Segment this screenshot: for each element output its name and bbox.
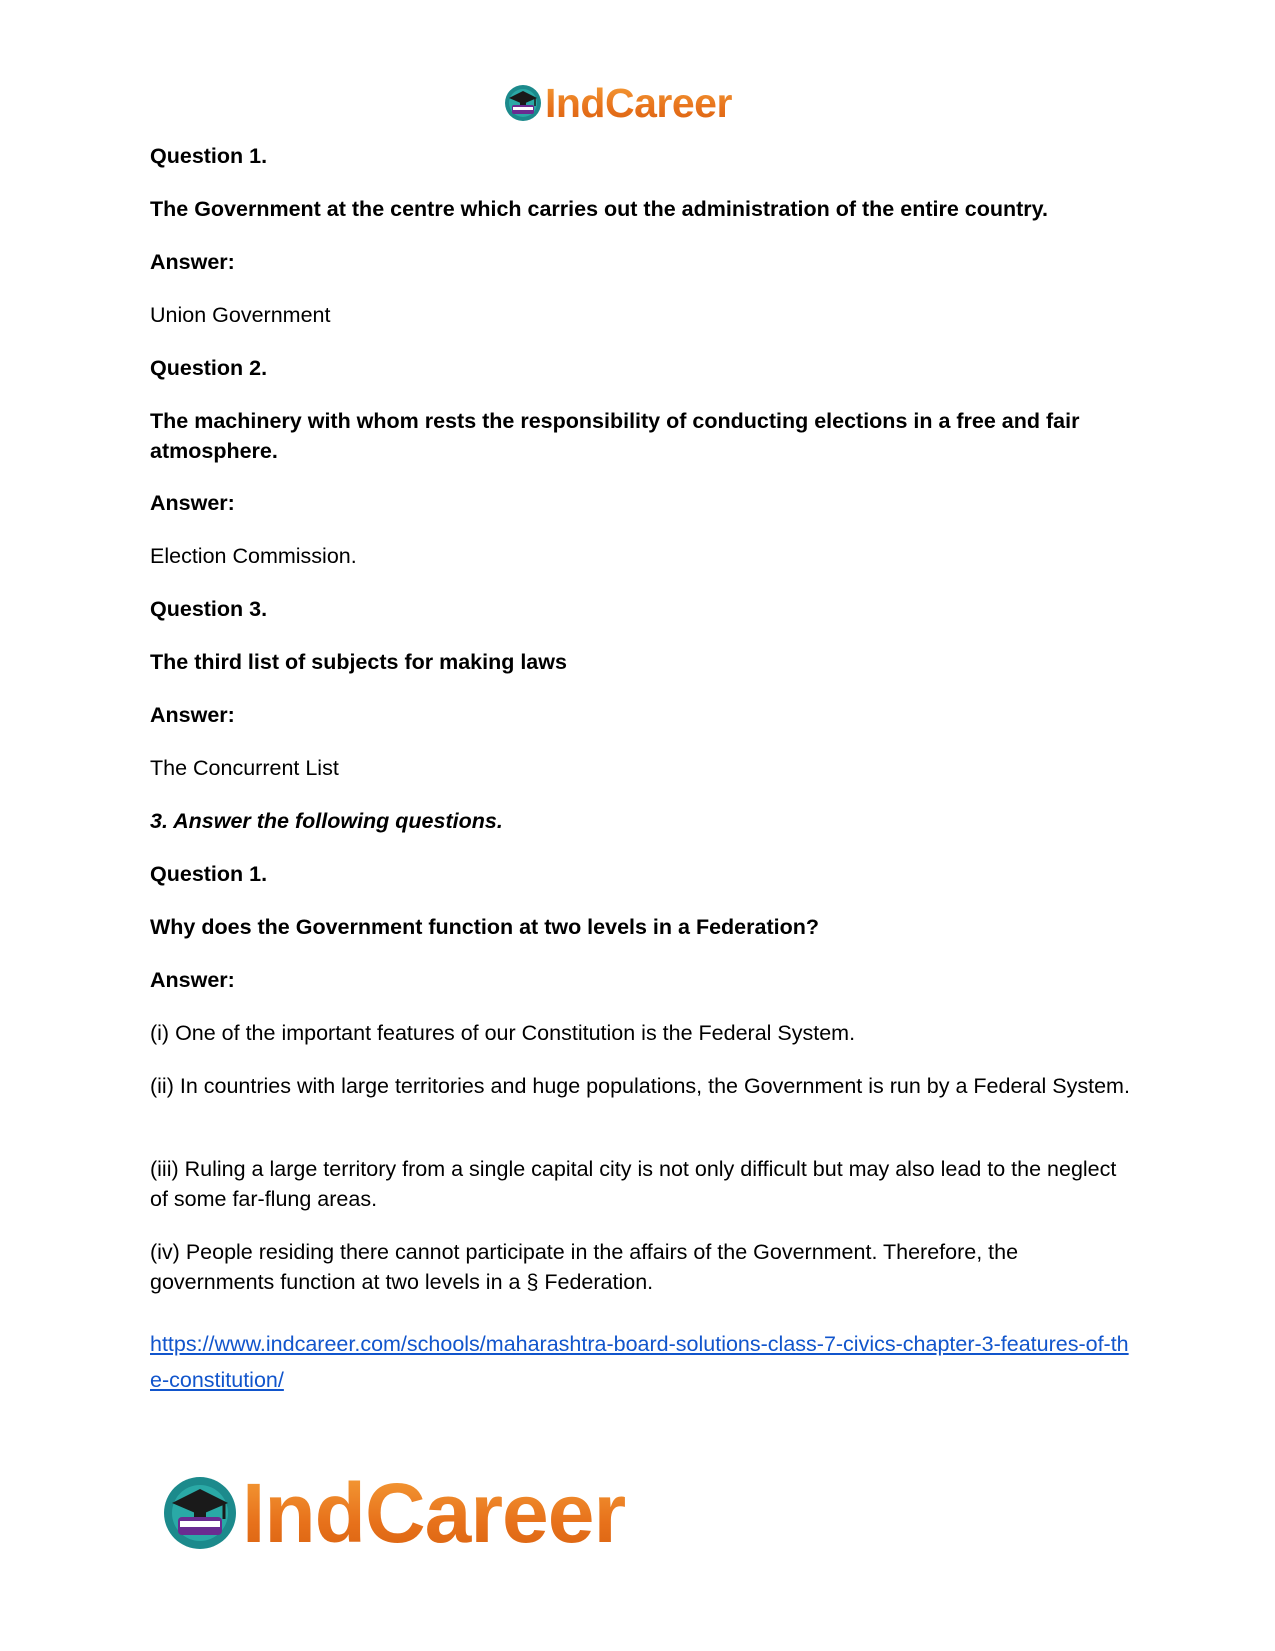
logo-text: IndCareer xyxy=(545,79,732,126)
section-heading: 3. Answer the following questions. xyxy=(150,809,503,833)
answer-text: The Concurrent List xyxy=(150,756,339,780)
answer-point: (i) One of the important features of our Constitution is the Federal System. xyxy=(150,1021,856,1045)
answer-label: Answer: xyxy=(150,703,235,727)
answer-point: (iii) Ruling a large territory from a single capital city is not only difficult but may also lead to the neglect of some far-flung areas. xyxy=(150,1157,1117,1211)
question-3-heading: Question 3. xyxy=(150,597,268,621)
graduation-cap-book-icon xyxy=(160,1473,240,1553)
source-link[interactable]: https://www.indcareer.com/schools/maharashtra-board-solutions-class-7-civics-chapter-3-features-of-the-constitution/ xyxy=(150,1332,1129,1392)
answer-point: (ii) In countries with large territories and huge populations, the Government is run by a Federal System. xyxy=(150,1074,1130,1098)
question-1-heading: Question 1. xyxy=(150,862,268,886)
question-2-text: The machinery with whom rests the responsibility of conducting elections in a free and fair atmosphere. xyxy=(150,409,1080,463)
indcareer-logo-bottom xyxy=(160,1465,626,1560)
answer-point: (iv) People residing there cannot participate in the affairs of the Government. Therefore, the governments function at two levels in a § Federation. xyxy=(150,1240,1019,1294)
question-1-text: Why does the Government function at two levels in a Federation? xyxy=(150,915,819,939)
logo-text: IndCareer xyxy=(242,1465,626,1560)
answer-label: Answer: xyxy=(150,968,235,992)
question-3-text: The third list of subjects for making laws xyxy=(150,650,567,674)
answer-label: Answer: xyxy=(150,250,235,274)
answer-text: Union Government xyxy=(150,303,331,327)
question-2-heading: Question 2. xyxy=(150,356,268,380)
question-1-heading: Question 1. xyxy=(150,144,268,168)
graduation-cap-book-icon xyxy=(503,83,543,123)
question-1-text: The Government at the centre which carries out the administration of the entire country. xyxy=(150,197,1048,221)
answer-label: Answer: xyxy=(150,491,235,515)
indcareer-logo-top xyxy=(503,80,732,126)
answer-text: Election Commission. xyxy=(150,544,357,568)
